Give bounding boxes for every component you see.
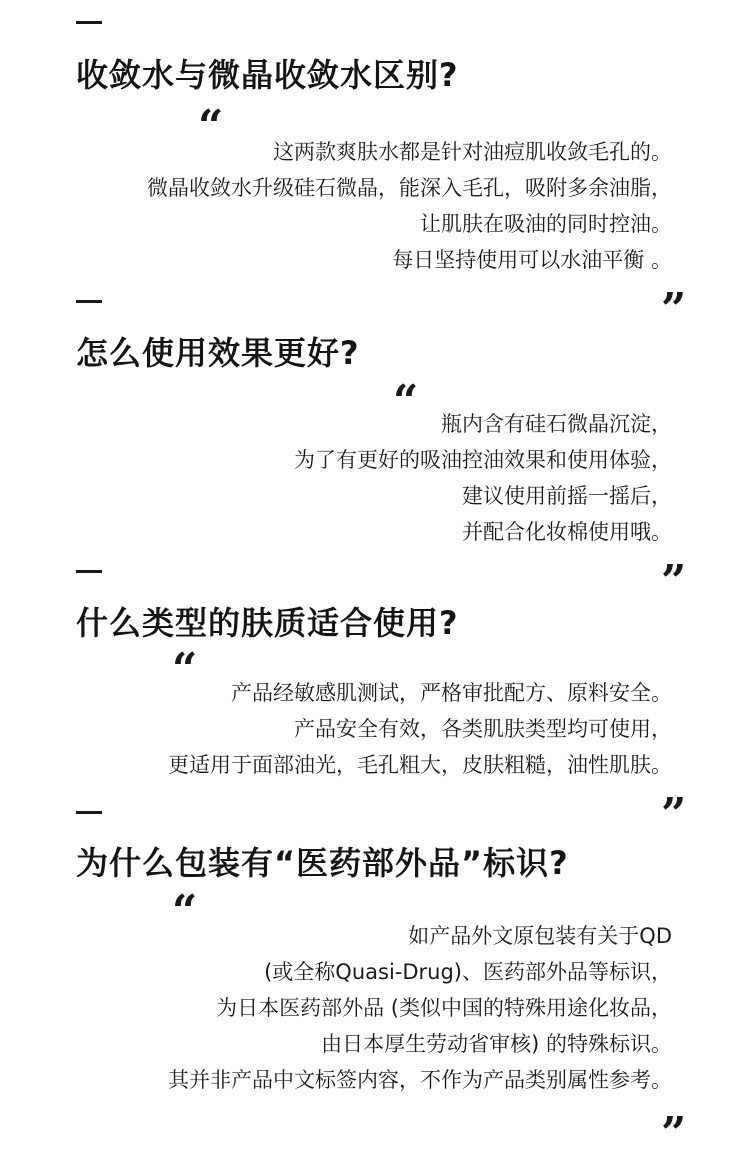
section-divider-dash: [76, 811, 102, 814]
answer-line: 为日本医药部外品 (类似中国的特殊用途化妆品，: [216, 996, 672, 1020]
faq-question-heading: 为什么包装有“医药部外品”标识?: [76, 844, 569, 882]
answer-line: 产品经敏感肌测试，严格审批配方、原料安全。: [231, 681, 672, 705]
answer-line: 由日本厚生劳动省审核) 的特殊标识。: [321, 1032, 672, 1056]
answer-line: 其并非产品中文标签内容，不作为产品类别属性参考。: [168, 1068, 672, 1092]
answer-line: 如产品外文原包装有关于QD: [408, 924, 672, 948]
answer-line: 为了有更好的吸油控油效果和使用体验，: [294, 448, 672, 472]
answer-line: 这两款爽肤水都是针对油痘肌收敛毛孔的。: [273, 140, 672, 164]
answer-line: 瓶内含有硅石微晶沉淀，: [441, 412, 672, 436]
answer-line: 微晶收敛水升级硅石微晶，能深入毛孔，吸附多余油脂，: [147, 176, 672, 200]
section-divider-dash: [76, 300, 102, 303]
answer-line: 更适用于面部油光，毛孔粗大，皮肤粗糙，油性肌肤。: [168, 753, 672, 777]
open-quote-mark: “: [393, 376, 419, 427]
answer-line: 并配合化妆棉使用哦。: [462, 520, 672, 544]
close-quote-mark: ”: [661, 284, 687, 335]
open-quote-mark: “: [198, 101, 224, 152]
close-quote-mark: ”: [661, 1108, 687, 1159]
close-quote-mark: ”: [661, 556, 687, 607]
section-divider-dash: [76, 21, 102, 24]
section-divider-dash: [76, 570, 102, 573]
open-quote-mark: “: [172, 644, 198, 695]
answer-line: 让肌肤在吸油的同时控油。: [420, 212, 672, 236]
faq-question-heading: 收敛水与微晶收敛水区别?: [76, 56, 459, 94]
faq-question-heading: 怎么使用效果更好?: [76, 334, 360, 372]
answer-line: 建议使用前摇一摇后，: [462, 484, 672, 508]
faq-question-heading: 什么类型的肤质适合使用?: [76, 604, 459, 642]
open-quote-mark: “: [172, 886, 198, 937]
answer-line: 每日坚持使用可以水油平衡 。: [392, 248, 672, 272]
answer-line: 产品安全有效，各类肌肤类型均可使用，: [294, 717, 672, 741]
close-quote-mark: ”: [661, 789, 687, 840]
answer-line: (或全称Quasi-Drug)、医药部外品等标识，: [264, 960, 672, 984]
